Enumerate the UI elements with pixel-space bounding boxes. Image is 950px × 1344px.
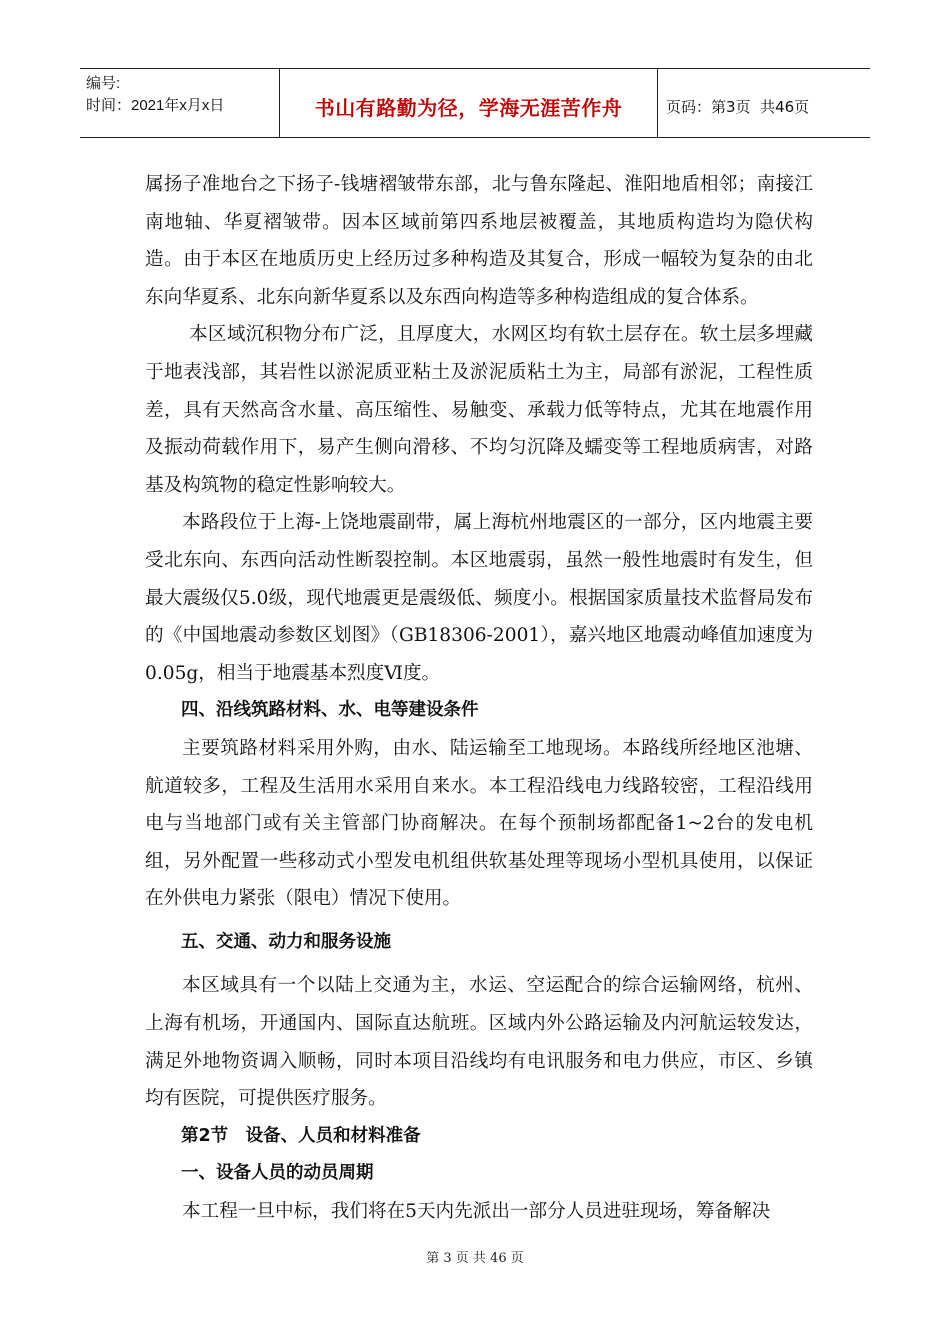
page-info-text: 页码：第3页 共46页: [666, 97, 810, 116]
paragraph-sediment: 本区域沉积物分布广泛，且厚度大，水网区均有软土层存在。软土层多埋藏于地表浅部，其岩性以淤泥质亚粘土及淤泥质粘土为主，局部有淤泥，工程性质差，具有天然高含水量、高压缩性、易触变、承载力低等特点，尤其在地震作用及振动荷载作用下，易产生侧向滑移、不均匀沉降及蠕变等工程地质病害，对路基及构筑物的稳定性影响较大。: [145, 324, 813, 496]
page-header: [80, 68, 870, 138]
subsection-heading-1: 一、设备人员的动员周期: [181, 1163, 374, 1184]
header-page-info: [658, 69, 870, 137]
document-date: 时间：2021年x月x日: [86, 97, 225, 114]
header-meta: [80, 69, 280, 137]
header-motto: 书山有路勤为径，学海无涯苦作舟: [280, 69, 658, 137]
paragraph-earthquake: 本路段位于上海-上饶地震副带，属上海杭州地震区的一部分，区内地震主要受北东向、东西向活动性断裂控制。本区地震弱，虽然一般性地震时有发生，但最大震级仅5.0级，现代地震更是震级低、频度小。根据国家质量技术监督局发布的《中国地震动参数区划图》（GB18306-2001），嘉兴地区地震动峰值加速度为0.05g，相当于地震基本烈度Ⅵ度。: [145, 512, 813, 684]
paragraph-materials: 主要筑路材料采用外购，由水、陆运输至工地现场。本路线所经地区池塘、航道较多，工程及生活用水采用自来水。本工程沿线电力线路较密，工程沿线用电与当地部门或有关主管部门协商解决。在每个预制场都配备1~2台的发电机组，另外配置一些移动式小型发电机组供软基处理等现场小型机具使用，以保证在外供电力紧张（限电）情况下使用。: [145, 737, 813, 910]
footer-page-number: 第 3 页 共 46 页: [426, 1251, 524, 1266]
document-body: [145, 166, 813, 1231]
section-heading-5: 五、交通、动力和服务设施: [181, 931, 391, 952]
paragraph-mobilization: 本工程一旦中标，我们将在5天内先派出一部分人员进驻现场，筹备解决: [182, 1201, 771, 1223]
chapter-heading-2: 第2节 设备、人员和材料准备: [181, 1125, 421, 1146]
paragraph-geology: 属扬子准地台之下扬子-钱塘褶皱带东部，北与鲁东隆起、淮阳地盾相邻；南接江南地轴、华夏褶皱带。因本区域前第四系地层被覆盖，其地质构造均为隐伏构造。由于本区在地质历史上经历过多种构造及其复合，形成一幅较为复杂的由北东向华夏系、北东向新华夏系以及东西向构造等多种构造组成的复合体系。: [145, 174, 813, 308]
section-heading-4: 四、沿线筑路材料、水、电等建设条件: [181, 700, 479, 721]
paragraph-transport: 本区域具有一个以陆上交通为主，水运、空运配合的综合运输网络，杭州、上海有机场，开通国内、国际直达航班。区域内外公路运输及内河航运较发达，满足外地物资调入顺畅，同时本项目沿线均有电讯服务和电力供应，市区、乡镇均有医院，可提供医疗服务。: [145, 975, 813, 1110]
document-number-label: 编号:: [86, 75, 121, 92]
page-footer: [0, 1247, 950, 1266]
